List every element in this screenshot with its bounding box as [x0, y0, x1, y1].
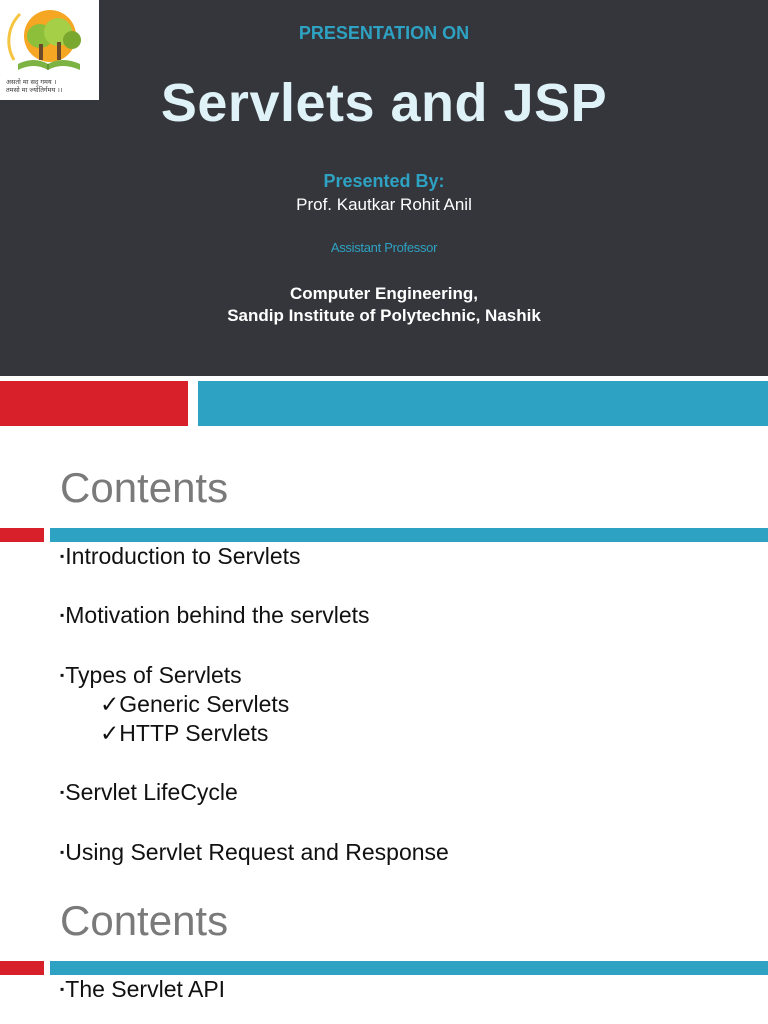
list-item-text: The Servlet API	[65, 976, 226, 1002]
list-item-text: Servlet LifeCycle	[65, 779, 238, 805]
sub-list-item	[100, 720, 268, 747]
presented-by-label: Presented By:	[323, 171, 445, 191]
logo-caption-line2: तमसो मा ज्योतिर्गमय ।।	[6, 86, 63, 94]
list-item	[60, 662, 242, 689]
title-slide	[0, 0, 768, 376]
sub-list-item-text: Generic Servlets	[119, 691, 290, 717]
institute-name: Sandip Institute of Polytechnic, Nashik	[227, 306, 541, 325]
list-item-text: Types of Servlets	[65, 662, 242, 688]
department-block	[0, 283, 768, 327]
decorative-red-bar	[0, 381, 188, 426]
checkmark-icon: ✓	[100, 720, 120, 746]
heading-blue-rule	[50, 528, 768, 542]
sub-list-item	[100, 691, 289, 718]
list-item	[60, 602, 370, 629]
presentation-title: Servlets and JSP	[160, 73, 608, 133]
list-item-text: Motivation behind the servlets	[65, 602, 370, 628]
heading-blue-rule	[50, 961, 768, 975]
square-bullet-icon: ▪	[60, 668, 65, 682]
list-item	[60, 839, 449, 866]
decorative-blue-bar	[198, 381, 768, 426]
square-bullet-icon: ▪	[60, 608, 65, 622]
presenter-name: Prof. Kautkar Rohit Anil	[296, 195, 472, 214]
square-bullet-icon: ▪	[60, 549, 65, 563]
list-item-text: Introduction to Servlets	[65, 543, 301, 569]
list-item	[60, 976, 225, 1003]
square-bullet-icon: ▪	[60, 845, 65, 859]
logo-caption-line1: असतो मा सद् गमय ।	[6, 78, 57, 86]
sub-list-item-text: HTTP Servlets	[119, 720, 269, 746]
contents-heading: Contents	[60, 464, 229, 511]
checkmark-icon: ✓	[100, 691, 120, 717]
square-bullet-icon: ▪	[60, 785, 65, 799]
list-item-text: Using Servlet Request and Response	[65, 839, 449, 865]
presentation-on-label: PRESENTATION ON	[298, 23, 470, 43]
list-item	[60, 543, 301, 570]
list-item	[60, 779, 238, 806]
department-name: Computer Engineering,	[290, 284, 478, 303]
contents-heading: Contents	[60, 897, 229, 944]
heading-red-rule	[0, 528, 44, 542]
heading-red-rule	[0, 961, 44, 975]
square-bullet-icon: ▪	[60, 982, 65, 996]
presenter-designation: Assistant Professor	[330, 240, 438, 255]
